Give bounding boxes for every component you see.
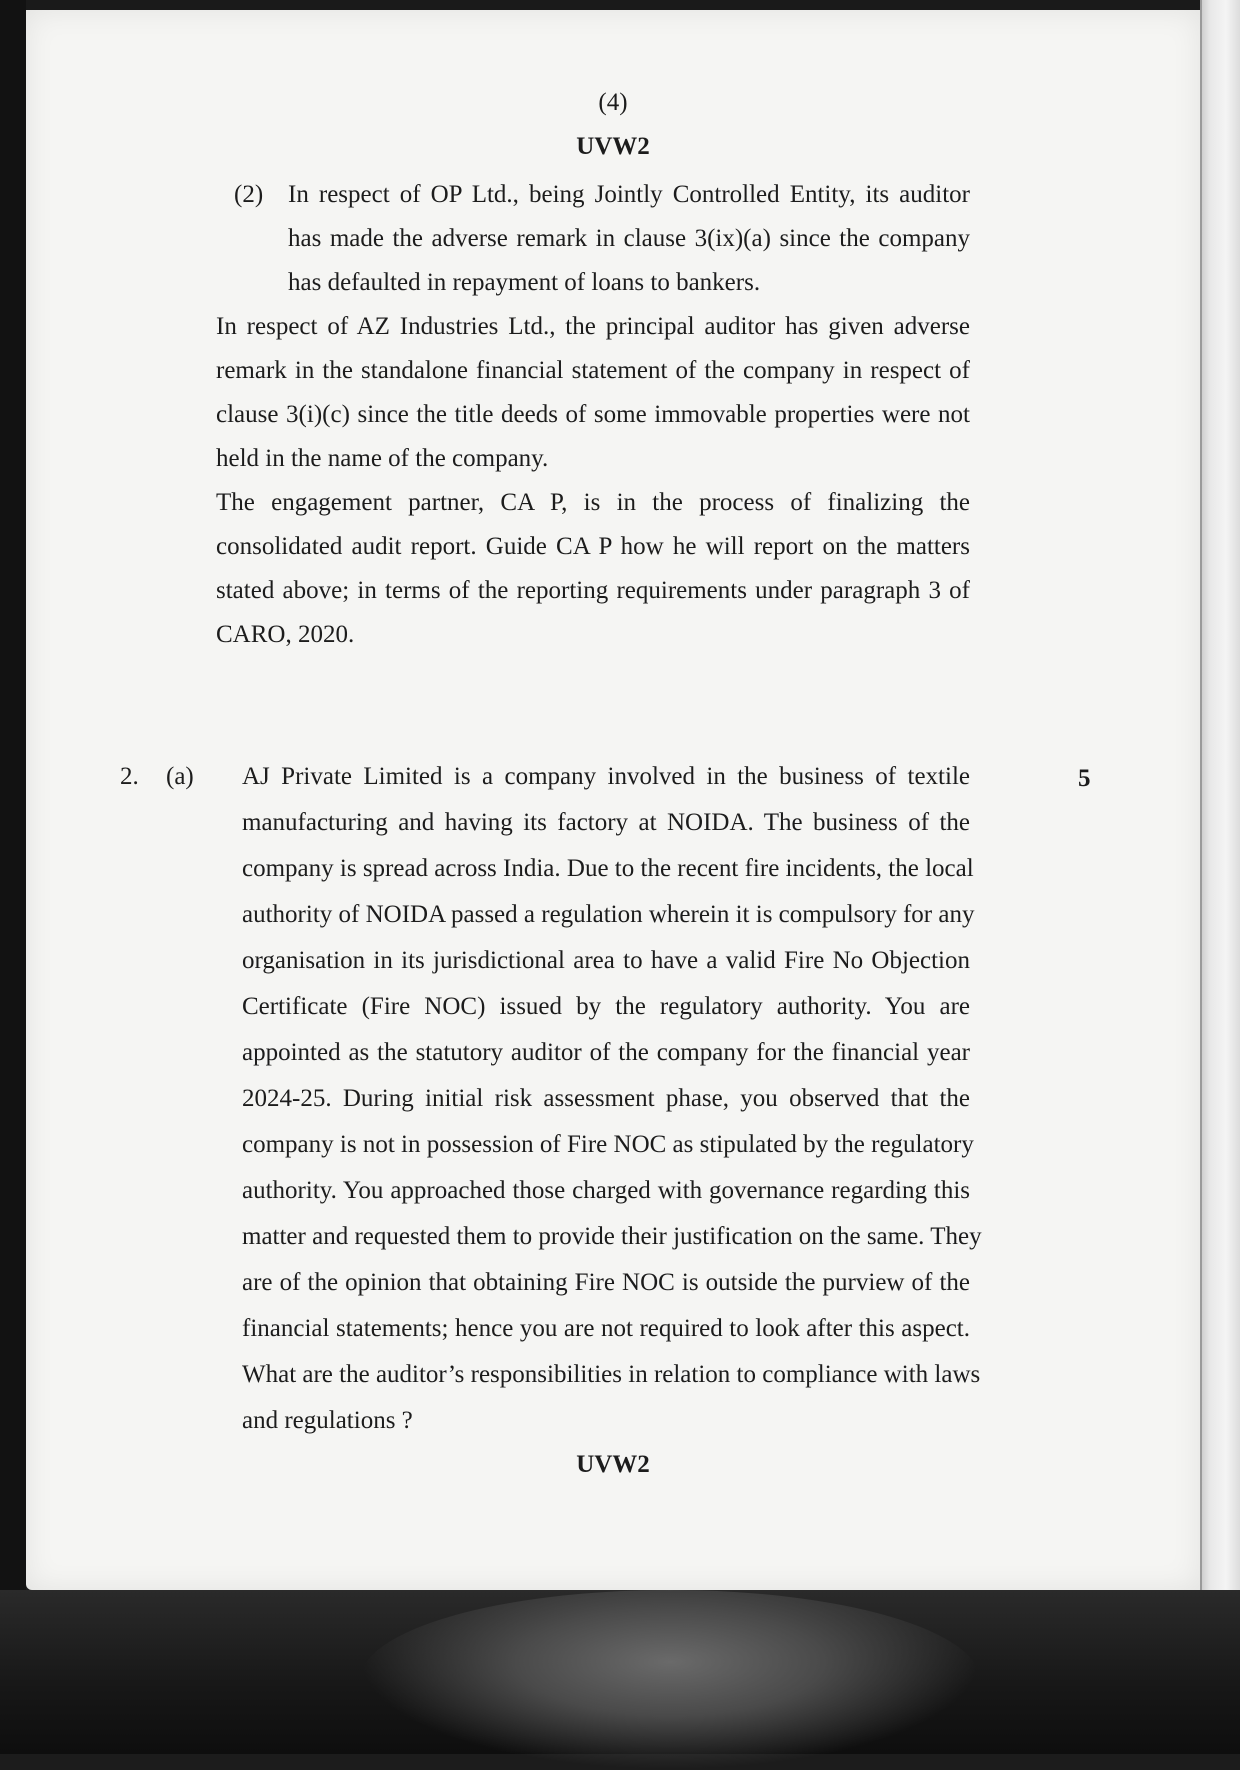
question-line: company is not in possession of Fire NOC as stipulated by the regulatory [242, 1131, 974, 1158]
paragraph-line: clause 3(i)(c) since the title deeds of some immovable properties were not [216, 401, 970, 428]
question-line: appointed as the statutory auditor of the company for the financial year [242, 1039, 970, 1066]
question-line: and regulations ? [242, 1407, 413, 1434]
scanner-shadow [360, 1590, 980, 1770]
exam-page [26, 10, 1200, 1590]
question-number: 2. [120, 763, 139, 790]
scanner-top-edge [0, 0, 1240, 10]
question-line: manufacturing and having its factory at NOIDA. The business of the [242, 809, 970, 836]
marks: 5 [1078, 765, 1091, 792]
question-line: financial statements; hence you are not required to look after this aspect. [242, 1315, 970, 1342]
question-part: (a) [166, 763, 194, 790]
sub-item-line: has made the adverse remark in clause 3(ix)(a) since the company [288, 225, 970, 252]
question-line: are of the opinion that obtaining Fire NOC is outside the purview of the [242, 1269, 970, 1296]
question-line: matter and requested them to provide their justification on the same. They [242, 1223, 982, 1250]
paper-code-top: UVW2 [576, 133, 650, 160]
sub-item-line: has defaulted in repayment of loans to bankers. [288, 269, 761, 296]
page-number: (4) [598, 89, 628, 116]
question-line: organisation in its jurisdictional area to have a valid Fire No Objection [242, 947, 970, 974]
sub-item-label: (2) [234, 181, 264, 208]
adjacent-page-edge [1200, 0, 1240, 1600]
paragraph-line: held in the name of the company. [216, 445, 549, 472]
paragraph-line: remark in the standalone financial statement of the company in respect of [216, 357, 970, 384]
paragraph-line: stated above; in terms of the reporting requirements under paragraph 3 of [216, 577, 970, 604]
question-line: authority of NOIDA passed a regulation wherein it is compulsory for any [242, 901, 975, 928]
paragraph-line: CARO, 2020. [216, 621, 355, 648]
paper-code-bottom: UVW2 [576, 1451, 650, 1478]
paragraph-line: The engagement partner, CA P, is in the process of finalizing the [216, 489, 970, 516]
question-line: What are the auditor’s responsibilities in relation to compliance with laws [242, 1361, 981, 1388]
question-line: 2024-25. During initial risk assessment phase, you observed that the [242, 1085, 970, 1112]
scanner-left-edge [0, 0, 26, 1590]
question-line: AJ Private Limited is a company involved in the business of textile [242, 763, 970, 790]
question-line: Certificate (Fire NOC) issued by the regulatory authority. You are [242, 993, 970, 1020]
paragraph-line: In respect of AZ Industries Ltd., the principal auditor has given adverse [216, 313, 970, 340]
sub-item-line: In respect of OP Ltd., being Jointly Controlled Entity, its auditor [288, 181, 970, 208]
question-line: authority. You approached those charged with governance regarding this [242, 1177, 970, 1204]
question-line: company is spread across India. Due to the recent fire incidents, the local [242, 855, 974, 882]
paragraph-line: consolidated audit report. Guide CA P how he will report on the matters [216, 533, 970, 560]
